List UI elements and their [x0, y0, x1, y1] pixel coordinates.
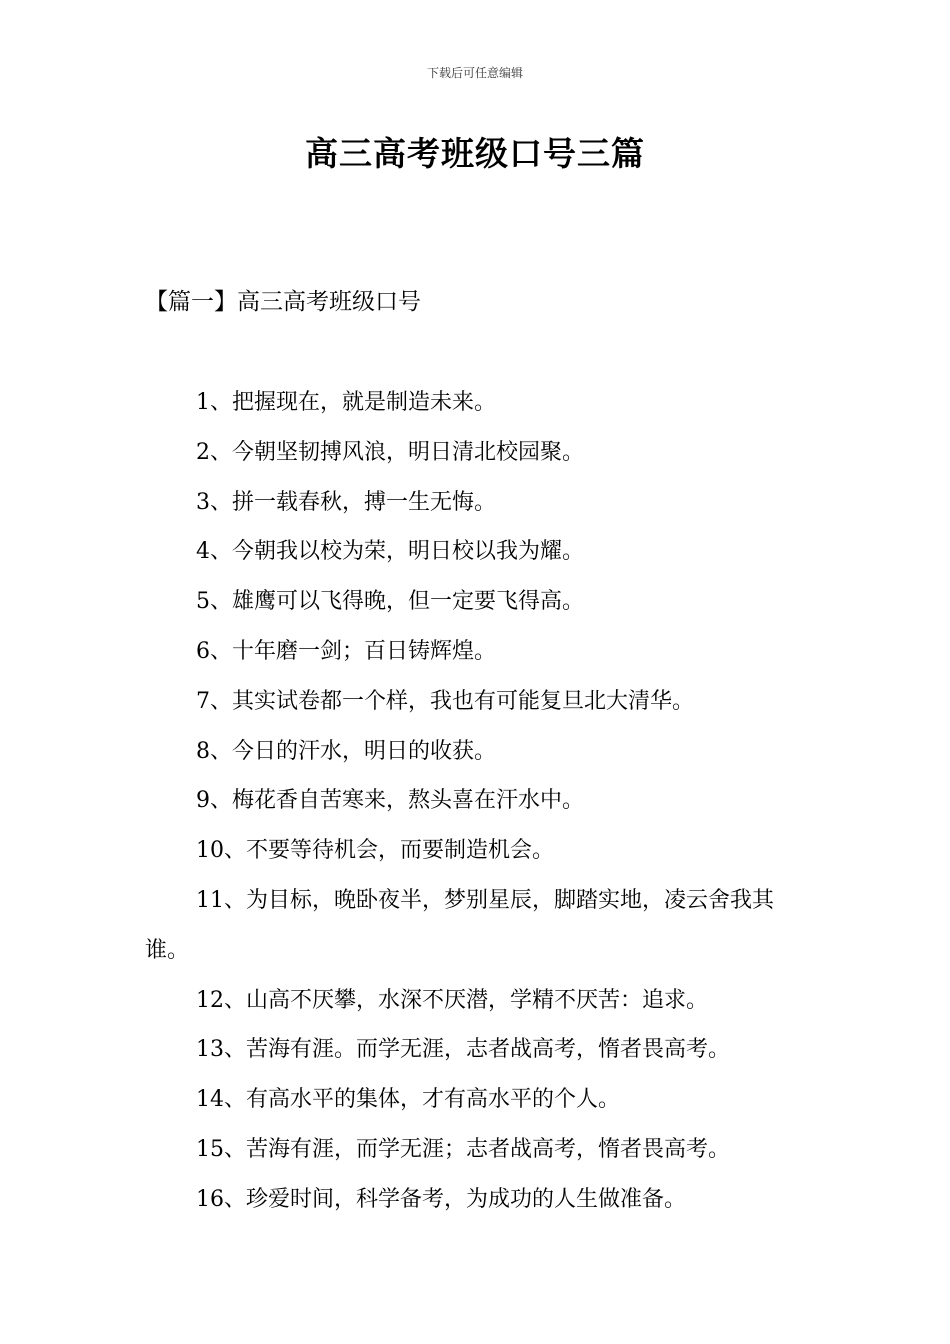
- slogan-item: 8、今日的汗水，明日的收获。: [196, 738, 496, 764]
- slogan-item: 10、不要等待机会，而要制造机会。: [196, 838, 554, 864]
- slogan-item: 15、苦海有涯，而学无涯；志者战高考，惰者畏高考。: [196, 1136, 730, 1162]
- slogan-item: 12、山高不厌攀，水深不厌潜，学精不厌苦：追求。: [196, 987, 708, 1013]
- slogan-item: 3、拼一载春秋，搏一生无悔。: [196, 489, 496, 515]
- slogan-list: [145, 378, 805, 1225]
- section-heading: 【篇一】高三高考班级口号: [145, 289, 421, 315]
- slogan-item: 16、珍爱时间，科学备考，为成功的人生做准备。: [196, 1186, 686, 1212]
- slogan-item: 11、为目标，晚卧夜半，梦别星辰，脚踏实地，凌云舍我其谁。: [145, 887, 774, 963]
- slogan-item: 9、梅花香自苦寒来，熬头喜在汗水中。: [196, 788, 584, 814]
- slogan-item: 6、十年磨一剑；百日铸辉煌。: [196, 638, 496, 664]
- slogan-item: 7、其实试卷都一个样，我也有可能复旦北大清华。: [196, 688, 694, 714]
- slogan-item: 1、把握现在，就是制造未来。: [196, 390, 496, 415]
- slogan-item: 14、有高水平的集体，才有高水平的个人。: [196, 1087, 620, 1113]
- slogan-item: 5、雄鹰可以飞得晚，但一定要飞得高。: [196, 589, 584, 615]
- slogan-item: 13、苦海有涯。而学无涯，志者战高考，惰者畏高考。: [196, 1037, 730, 1063]
- slogan-item: 2、今朝坚韧搏风浪，明日清北校园聚。: [196, 439, 584, 465]
- document-title: 高三高考班级口号三篇: [305, 134, 645, 173]
- slogan-item: 4、今朝我以校为荣，明日校以我为耀。: [196, 539, 584, 565]
- header-note: 下载后可任意编辑: [426, 66, 523, 80]
